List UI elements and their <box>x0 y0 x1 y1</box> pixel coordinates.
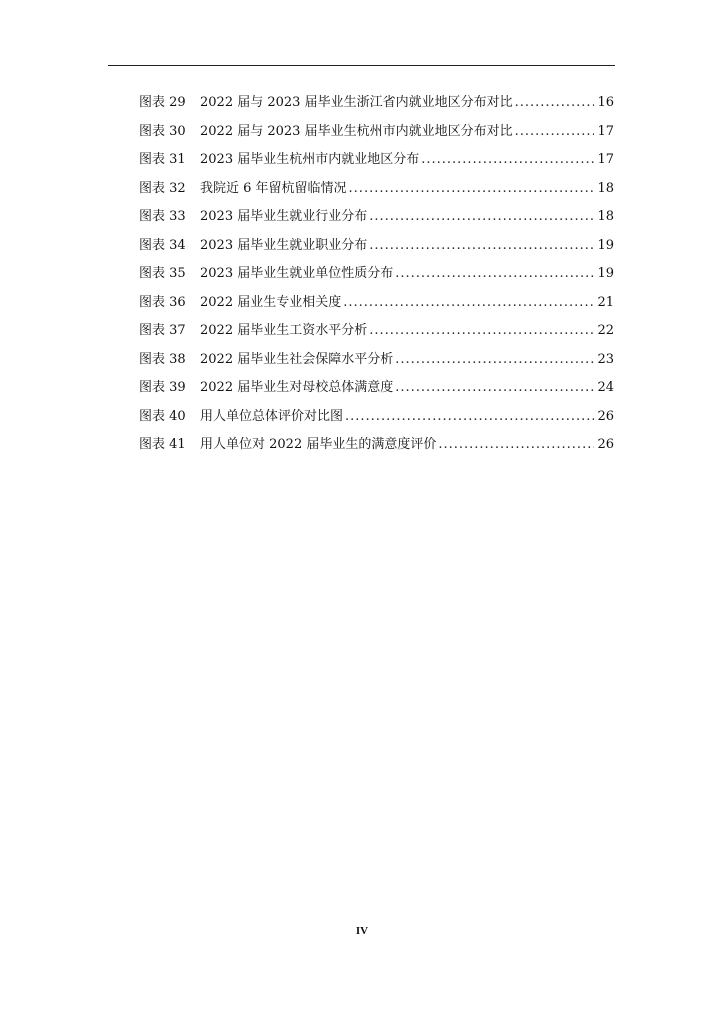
toc-entry[interactable] <box>139 431 614 460</box>
toc-entry-label: 图表 33 <box>139 209 186 224</box>
toc-entry-page: 16 <box>597 95 614 110</box>
toc-dot-leader <box>369 232 594 261</box>
toc-entry-title: 2022 届与 2023 届毕业生杭州市内就业地区分布对比 <box>200 123 513 139</box>
toc-dot-leader <box>515 118 595 147</box>
toc-entry-title: 2022 届与 2023 届毕业生浙江省内就业地区分布对比 <box>200 95 513 110</box>
page-number: IV <box>355 925 369 937</box>
toc-entry-page: 19 <box>597 266 614 281</box>
toc-entry[interactable] <box>139 203 614 232</box>
header-rule <box>108 65 615 66</box>
toc-entry-title: 2023 届毕业生就业单位性质分布 <box>200 266 394 281</box>
toc-entry-label: 图表 34 <box>139 237 186 253</box>
toc-entry-page: 24 <box>597 380 614 395</box>
toc-entry-title: 用人单位总体评价对比图 <box>200 408 344 424</box>
toc-entry-label: 图表 29 <box>139 95 186 110</box>
toc-entry[interactable] <box>139 175 614 204</box>
toc-entry-label: 图表 40 <box>139 408 186 424</box>
toc-entry-page: 26 <box>597 408 614 424</box>
toc-entry-label: 图表 39 <box>139 380 186 395</box>
toc-entry[interactable] <box>139 260 614 289</box>
toc-dot-leader <box>349 175 595 204</box>
toc-entry-title: 用人单位对 2022 届毕业生的满意度评价 <box>200 437 437 452</box>
toc-dot-leader <box>343 289 594 318</box>
toc-entry-page: 18 <box>597 209 614 224</box>
toc-entry-page: 23 <box>597 351 614 367</box>
toc-entry-title: 2022 届毕业生对母校总体满意度 <box>200 380 394 395</box>
toc-entry-title: 2022 届毕业生社会保障水平分析 <box>200 351 394 367</box>
toc-entry-label: 图表 31 <box>139 152 186 167</box>
toc-entry[interactable] <box>139 403 614 432</box>
toc-dot-leader <box>395 260 594 289</box>
toc-entry[interactable] <box>139 146 614 175</box>
toc-entry-page: 21 <box>597 294 614 310</box>
toc-entry-label: 图表 37 <box>139 323 186 338</box>
toc-entry-label: 图表 41 <box>139 437 186 452</box>
toc-dot-leader <box>345 403 594 432</box>
toc-entry-label: 图表 30 <box>139 123 186 139</box>
toc-entry-title: 我院近 6 年留杭留临情况 <box>200 180 347 196</box>
toc-entry-title: 2022 届业生专业相关度 <box>200 294 342 310</box>
toc-entry-title: 2023 届毕业生杭州市内就业地区分布 <box>200 152 420 167</box>
toc-entry[interactable] <box>139 374 614 403</box>
toc-entry-page: 17 <box>597 152 614 167</box>
toc-entry-page: 17 <box>597 123 614 139</box>
toc-entry-title: 2023 届毕业生就业职业分布 <box>200 237 368 253</box>
toc-dot-leader <box>438 431 594 460</box>
toc-entry[interactable] <box>139 118 614 147</box>
toc-entry-page: 22 <box>597 323 614 338</box>
toc-entry-label: 图表 38 <box>139 351 186 367</box>
toc-entry[interactable] <box>139 89 614 118</box>
toc-entry-label: 图表 35 <box>139 266 186 281</box>
toc-dot-leader <box>369 203 594 232</box>
toc-entry[interactable] <box>139 232 614 261</box>
toc-entry[interactable] <box>139 317 614 346</box>
toc-entry-label: 图表 32 <box>139 180 186 196</box>
toc-entry[interactable] <box>139 289 614 318</box>
toc-dot-leader <box>395 374 594 403</box>
toc-dot-leader <box>515 89 595 118</box>
toc-entry-title: 2023 届毕业生就业行业分布 <box>200 209 368 224</box>
toc-dot-leader <box>421 146 594 175</box>
toc-dot-leader <box>369 317 594 346</box>
toc-entry-page: 26 <box>597 437 614 452</box>
figure-toc-list <box>139 89 614 460</box>
toc-entry[interactable] <box>139 346 614 375</box>
toc-entry-label: 图表 36 <box>139 294 186 310</box>
toc-entry-page: 18 <box>597 180 614 196</box>
toc-entry-title: 2022 届毕业生工资水平分析 <box>200 323 368 338</box>
toc-dot-leader <box>395 346 594 375</box>
toc-entry-page: 19 <box>597 237 614 253</box>
